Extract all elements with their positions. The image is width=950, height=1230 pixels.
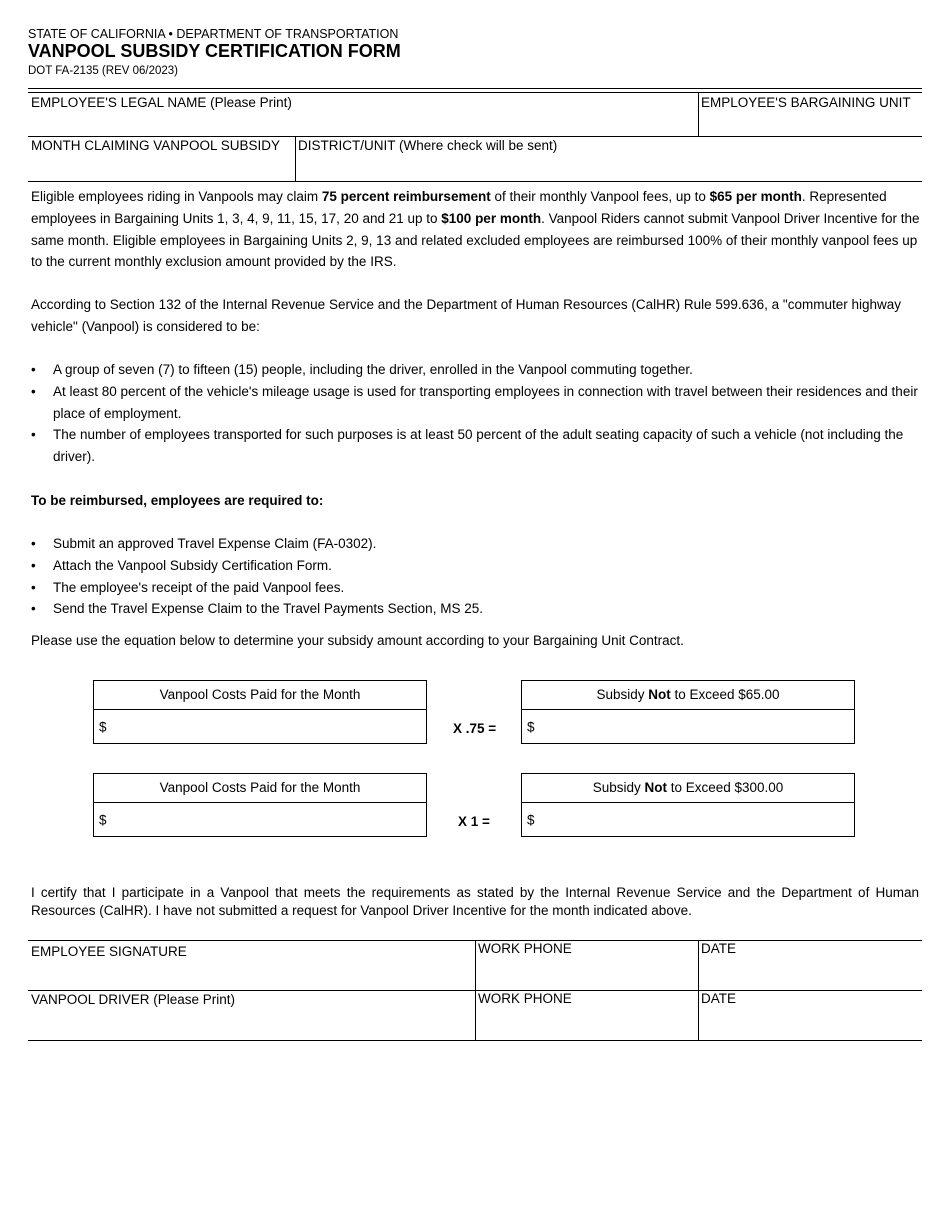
district-input[interactable] [298,157,920,179]
list-item: • The number of employees transported for such purposes is at least 50 percent of the adult seating capacity of such a vehicle (not including the driver). [31,427,904,465]
irs-definition-paragraph: According to Section 132 of the Internal Revenue Service and the Department of Human Resources (CalHR) Rule 599.636, a "commuter highway vehicle" (Vanpool) is considered to be: [31,297,901,334]
list-item: • A group of seven (7) to fifteen (15) people, including the driver, enrolled in the Vanpool commuting together. [31,362,693,377]
form-title: VANPOOL SUBSIDY CERTIFICATION FORM [28,41,401,61]
vanpool-costs-input-2[interactable] [110,810,414,830]
bargaining-unit-label: EMPLOYEE'S BARGAINING UNIT [701,95,911,110]
vanpool-criteria-list [31,359,921,468]
subsidy-label: Subsidy Not to Exceed $65.00 [522,681,854,710]
vanpool-costs-label: Vanpool Costs Paid for the Month [94,681,426,710]
divider [475,940,476,1040]
agency-line: STATE OF CALIFORNIA • DEPARTMENT OF TRANSPORTATION [28,27,399,41]
requirements-heading: To be reimbursed, employees are required to: [31,493,324,508]
district-label: DISTRICT/UNIT (Where check will be sent) [298,138,558,153]
legal-name-input[interactable] [31,113,695,135]
vanpool-costs-box-1 [93,680,427,744]
work-phone-input-2[interactable] [478,1012,696,1036]
divider [28,136,922,137]
date-label-1: DATE [701,941,737,956]
divider [28,1040,922,1041]
equation-note: Please use the equation below to determine your subsidy amount according to your Bargaining Unit Contract. [31,633,684,648]
list-item: • The employee's receipt of the paid Vanpool fees. [31,579,345,595]
vanpool-driver-input[interactable] [31,1013,473,1037]
divider [295,136,296,181]
vanpool-costs-box-2 [93,773,427,837]
currency-symbol: $ [99,812,107,828]
date-input-1[interactable] [701,962,920,986]
work-phone-input-1[interactable] [478,962,696,986]
eligibility-paragraph: Eligible employees riding in Vanpools may claim 75 percent reimbursement of their monthly Vanpool fees, up to $65 per month. Represented employees in Bargaining Units 1, 3, 4, 9, 11, 15, 17, 20 and 21 up to $100 per month. Vanpool Riders cannot submit Vanpool Driver Incentive for the same month. Eligible employees in Bargaining Units 2, 9, 13 and related excluded employees are reimbursed 100% of their monthly vanpool fees up to the current monthly exclusion amount provided by the IRS. [31,189,920,270]
vanpool-driver-label: VANPOOL DRIVER (Please Print) [31,992,236,1007]
vanpool-costs-label: Vanpool Costs Paid for the Month [94,774,426,803]
subsidy-label: Subsidy Not to Exceed $300.00 [522,774,854,803]
form-number: DOT FA-2135 (REV 06/2023) [28,65,178,77]
date-label-2: DATE [701,991,737,1006]
currency-symbol: $ [527,812,535,828]
work-phone-label-2: WORK PHONE [478,991,572,1006]
currency-symbol: $ [99,719,107,735]
currency-symbol: $ [527,719,535,735]
subsidy-box-1 [521,680,855,744]
date-input-2[interactable] [701,1012,920,1036]
requirements-list [31,533,921,620]
divider [698,940,699,1040]
subsidy-input-2[interactable] [538,810,842,830]
employee-signature-input[interactable] [31,964,473,988]
month-label: MONTH CLAIMING VANPOOL SUBSIDY [31,138,281,153]
multiplier-075: X .75 = [453,721,497,736]
work-phone-label-1: WORK PHONE [478,941,572,956]
divider [28,88,922,89]
legal-name-label: EMPLOYEE'S LEGAL NAME (Please Print) [31,95,292,110]
list-item: • Attach the Vanpool Subsidy Certification Form. [31,557,332,573]
certification-statement: I certify that I participate in a Vanpool that meets the requirements as stated by the Internal Revenue Service and the Department of Human Resources (CalHR). I have not submitted a request for Vanpool Driver Incentive for the month indicated above. [31,885,919,918]
list-item: • Submit an approved Travel Expense Claim (FA-0302). [31,536,377,551]
bargaining-unit-input[interactable] [701,113,920,135]
multiplier-1: X 1 = [458,814,490,829]
employee-signature-label: EMPLOYEE SIGNATURE [31,944,187,959]
subsidy-input-1[interactable] [538,717,842,737]
divider [28,181,922,182]
list-item: • At least 80 percent of the vehicle's mileage usage is used for transporting employees in connection with travel between their residences and their place of employment. [31,383,918,421]
subsidy-box-2 [521,773,855,837]
vanpool-costs-input-1[interactable] [110,717,414,737]
divider [28,92,922,93]
divider [698,92,699,136]
month-input[interactable] [31,157,293,179]
list-item: • Send the Travel Expense Claim to the Travel Payments Section, MS 25. [31,601,483,617]
